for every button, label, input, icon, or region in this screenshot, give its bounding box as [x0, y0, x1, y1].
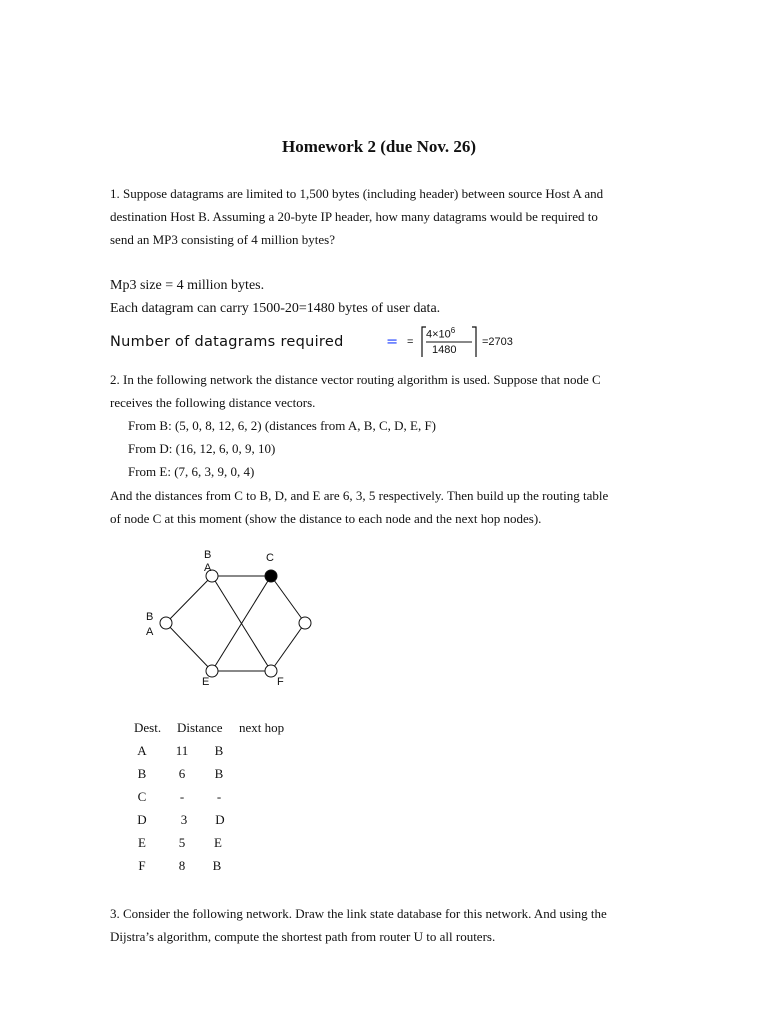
q2-line-1: 2. In the following network the distance vector routing algorithm is used. Suppose that node C — [110, 372, 601, 387]
table-header-distance: Distance — [177, 720, 223, 735]
cell-dest: A — [137, 743, 147, 758]
q2-from-b: From B: (5, 0, 8, 12, 6, 2) (distances from A, B, C, D, E, F) — [128, 418, 437, 433]
q1-line-2: destination Host B. Assuming a 20-byte IP header, how many datagrams would be required to — [110, 209, 598, 224]
q1-answer-2: Each datagram can carry 1500-20=1480 bytes of user data. — [110, 301, 441, 316]
cell-distance: 8 — [178, 858, 186, 873]
label-e: E — [202, 676, 210, 688]
edge-right-bottomright — [271, 623, 305, 671]
cell-dest: C — [137, 789, 147, 804]
q2-line-2: receives the following distance vectors. — [110, 395, 316, 410]
q1-line-1: 1. Suppose datagrams are limited to 1,500 bytes (including header) between source Host A and — [110, 186, 604, 201]
cell-distance: - — [179, 789, 185, 804]
graph-edges — [166, 576, 305, 671]
edge-topright-right — [271, 576, 305, 623]
cell-distance: 6 — [178, 766, 186, 781]
label-top-left-sub: A — [204, 562, 212, 574]
formula-leading-equals: = — [407, 336, 414, 348]
q2-line-3: And the distances from C to B, D, and E are 6, 3, 5 respectively. Then build up the routing table — [110, 488, 609, 503]
cell-nexthop: B — [214, 743, 224, 758]
node-c — [265, 570, 277, 582]
q3-line-1: 3. Consider the following network. Draw the link state database for this network. And using the — [110, 906, 607, 921]
cell-dest: F — [138, 858, 146, 873]
node-left — [160, 617, 172, 629]
label-left-sub: A — [146, 626, 154, 638]
q2-line-4: of node C at this moment (show the distance to each node and the next hop nodes). — [110, 511, 542, 526]
q2-from-e: From E: (7, 6, 3, 9, 0, 4) — [128, 464, 255, 479]
network-diagram — [140, 540, 340, 700]
node-right — [299, 617, 311, 629]
cell-nexthop: - — [216, 789, 222, 804]
q2-from-d: From D: (16, 12, 6, 0, 9, 10) — [128, 441, 276, 456]
cell-dest: E — [138, 835, 146, 850]
formula-numerator: $4\times 10^6$ — [426, 326, 456, 341]
node-f — [265, 665, 277, 677]
q1-answer-1: Mp3 size = 4 million bytes. — [110, 278, 265, 293]
label-f: F — [277, 676, 284, 688]
table-header-dest: Dest. — [134, 720, 162, 735]
cell-distance: 3 — [180, 812, 188, 827]
cell-nexthop: D — [215, 812, 225, 827]
page-title: Homework 2 (due Nov. 26) — [282, 137, 477, 156]
cell-dest: D — [137, 812, 147, 827]
label-c: C — [266, 552, 274, 564]
table-header-nexthop: next hop — [239, 720, 285, 735]
cell-nexthop: E — [214, 835, 222, 850]
formula-denominator: 1480 — [432, 344, 457, 356]
cell-nexthop: B — [214, 766, 224, 781]
cell-distance: 5 — [178, 835, 186, 850]
edge-left-bottomleft — [166, 623, 212, 671]
cell-dest: B — [137, 766, 147, 781]
q1-line-3: send an MP3 consisting of 4 million bytes? — [110, 232, 335, 247]
cell-nexthop: B — [212, 858, 222, 873]
formula-equals: = — [386, 334, 399, 350]
edge-left-topleft — [166, 576, 212, 623]
q3-line-2: Dijstra’s algorithm, compute the shortest path from router U to all routers. — [110, 929, 496, 944]
formula-label: Number of datagrams required — [110, 334, 344, 350]
label-left: B — [146, 611, 154, 623]
label-top-left: B — [204, 549, 212, 561]
formula-result: =2703 — [482, 336, 513, 348]
cell-distance: 11 — [175, 743, 189, 758]
